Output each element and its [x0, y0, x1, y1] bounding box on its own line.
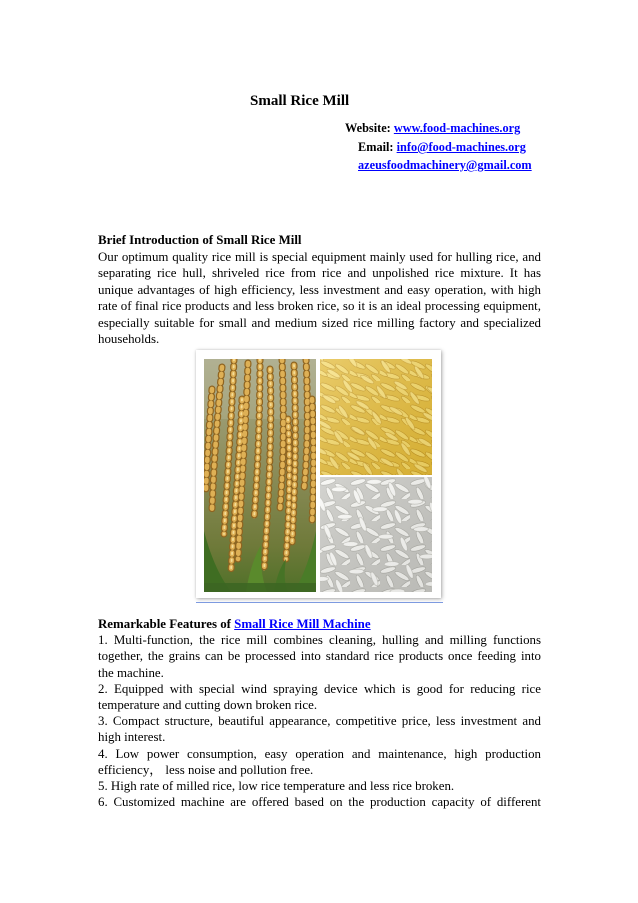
intro-line: unique advantages of high efficiency, less investment and easy operation, with high	[98, 282, 541, 297]
email-line	[358, 139, 526, 155]
features-heading-link[interactable]: Small Rice Mill Machine	[234, 617, 371, 631]
intro-line: Our optimum quality rice mill is special equipment mainly used for hulling rice, and	[98, 249, 541, 264]
features-heading-text: Remarkable Features of	[98, 617, 231, 631]
page-title: Small Rice Mill	[250, 93, 350, 109]
feature-line: 3. Compact structure, beautiful appearance, competitive price, less investment and	[98, 714, 541, 729]
website-line	[345, 120, 520, 136]
intro-heading: Brief Introduction of Small Rice Mill	[98, 233, 302, 247]
white-rice-photo	[320, 477, 432, 592]
features-section	[98, 616, 541, 810]
email-alt-link[interactable]: azeusfoodmachinery@gmail.com	[358, 158, 532, 172]
intro-section	[98, 232, 541, 348]
features-heading	[98, 616, 541, 632]
feature-line: together, the grains can be processed into standard rice products once feeding into	[98, 649, 541, 664]
feature-line: high interest.	[98, 730, 166, 745]
intro-line: especially suitable for small and medium sized rice milling factory and specialized	[98, 315, 541, 330]
feature-line: temperature and cutting down broken rice.	[98, 697, 318, 712]
feature-line: efficiency， less noise and pollution free.	[98, 762, 314, 777]
intro-line: separating rice hull, shriveled rice from rice and unpolished rice mixture. It has	[98, 266, 541, 280]
email-alt-line	[358, 157, 532, 173]
website-label: Website:	[345, 121, 391, 135]
feature-line: 5. High rate of milled rice, low rice temperature and less rice broken.	[98, 778, 455, 793]
email-label: Email:	[358, 140, 394, 154]
rice-mill-figure[interactable]	[196, 350, 441, 598]
feature-line: 1. Multi-function, the rice mill combines cleaning, hulling and milling functions	[98, 633, 541, 648]
feature-line: 6. Customized machine are offered based on the production capacity of different	[98, 795, 541, 810]
rice-plant-photo	[204, 359, 316, 592]
figure-link-underline	[196, 602, 443, 603]
feature-line: 4. Low power consumption, easy operation and maintenance, high production	[98, 746, 541, 761]
intro-line: households.	[98, 332, 160, 346]
feature-line: 2. Equipped with special wind spraying device which is good for reducing rice	[98, 681, 541, 696]
intro-line: rate of final rice products and less broken rice, so it is an ideal processing equipment,	[98, 299, 541, 313]
email-link[interactable]: info@food-machines.org	[396, 140, 526, 154]
feature-line: the machine.	[98, 665, 164, 680]
website-link[interactable]: www.food-machines.org	[393, 121, 521, 135]
yellow-rice-photo	[320, 359, 432, 475]
